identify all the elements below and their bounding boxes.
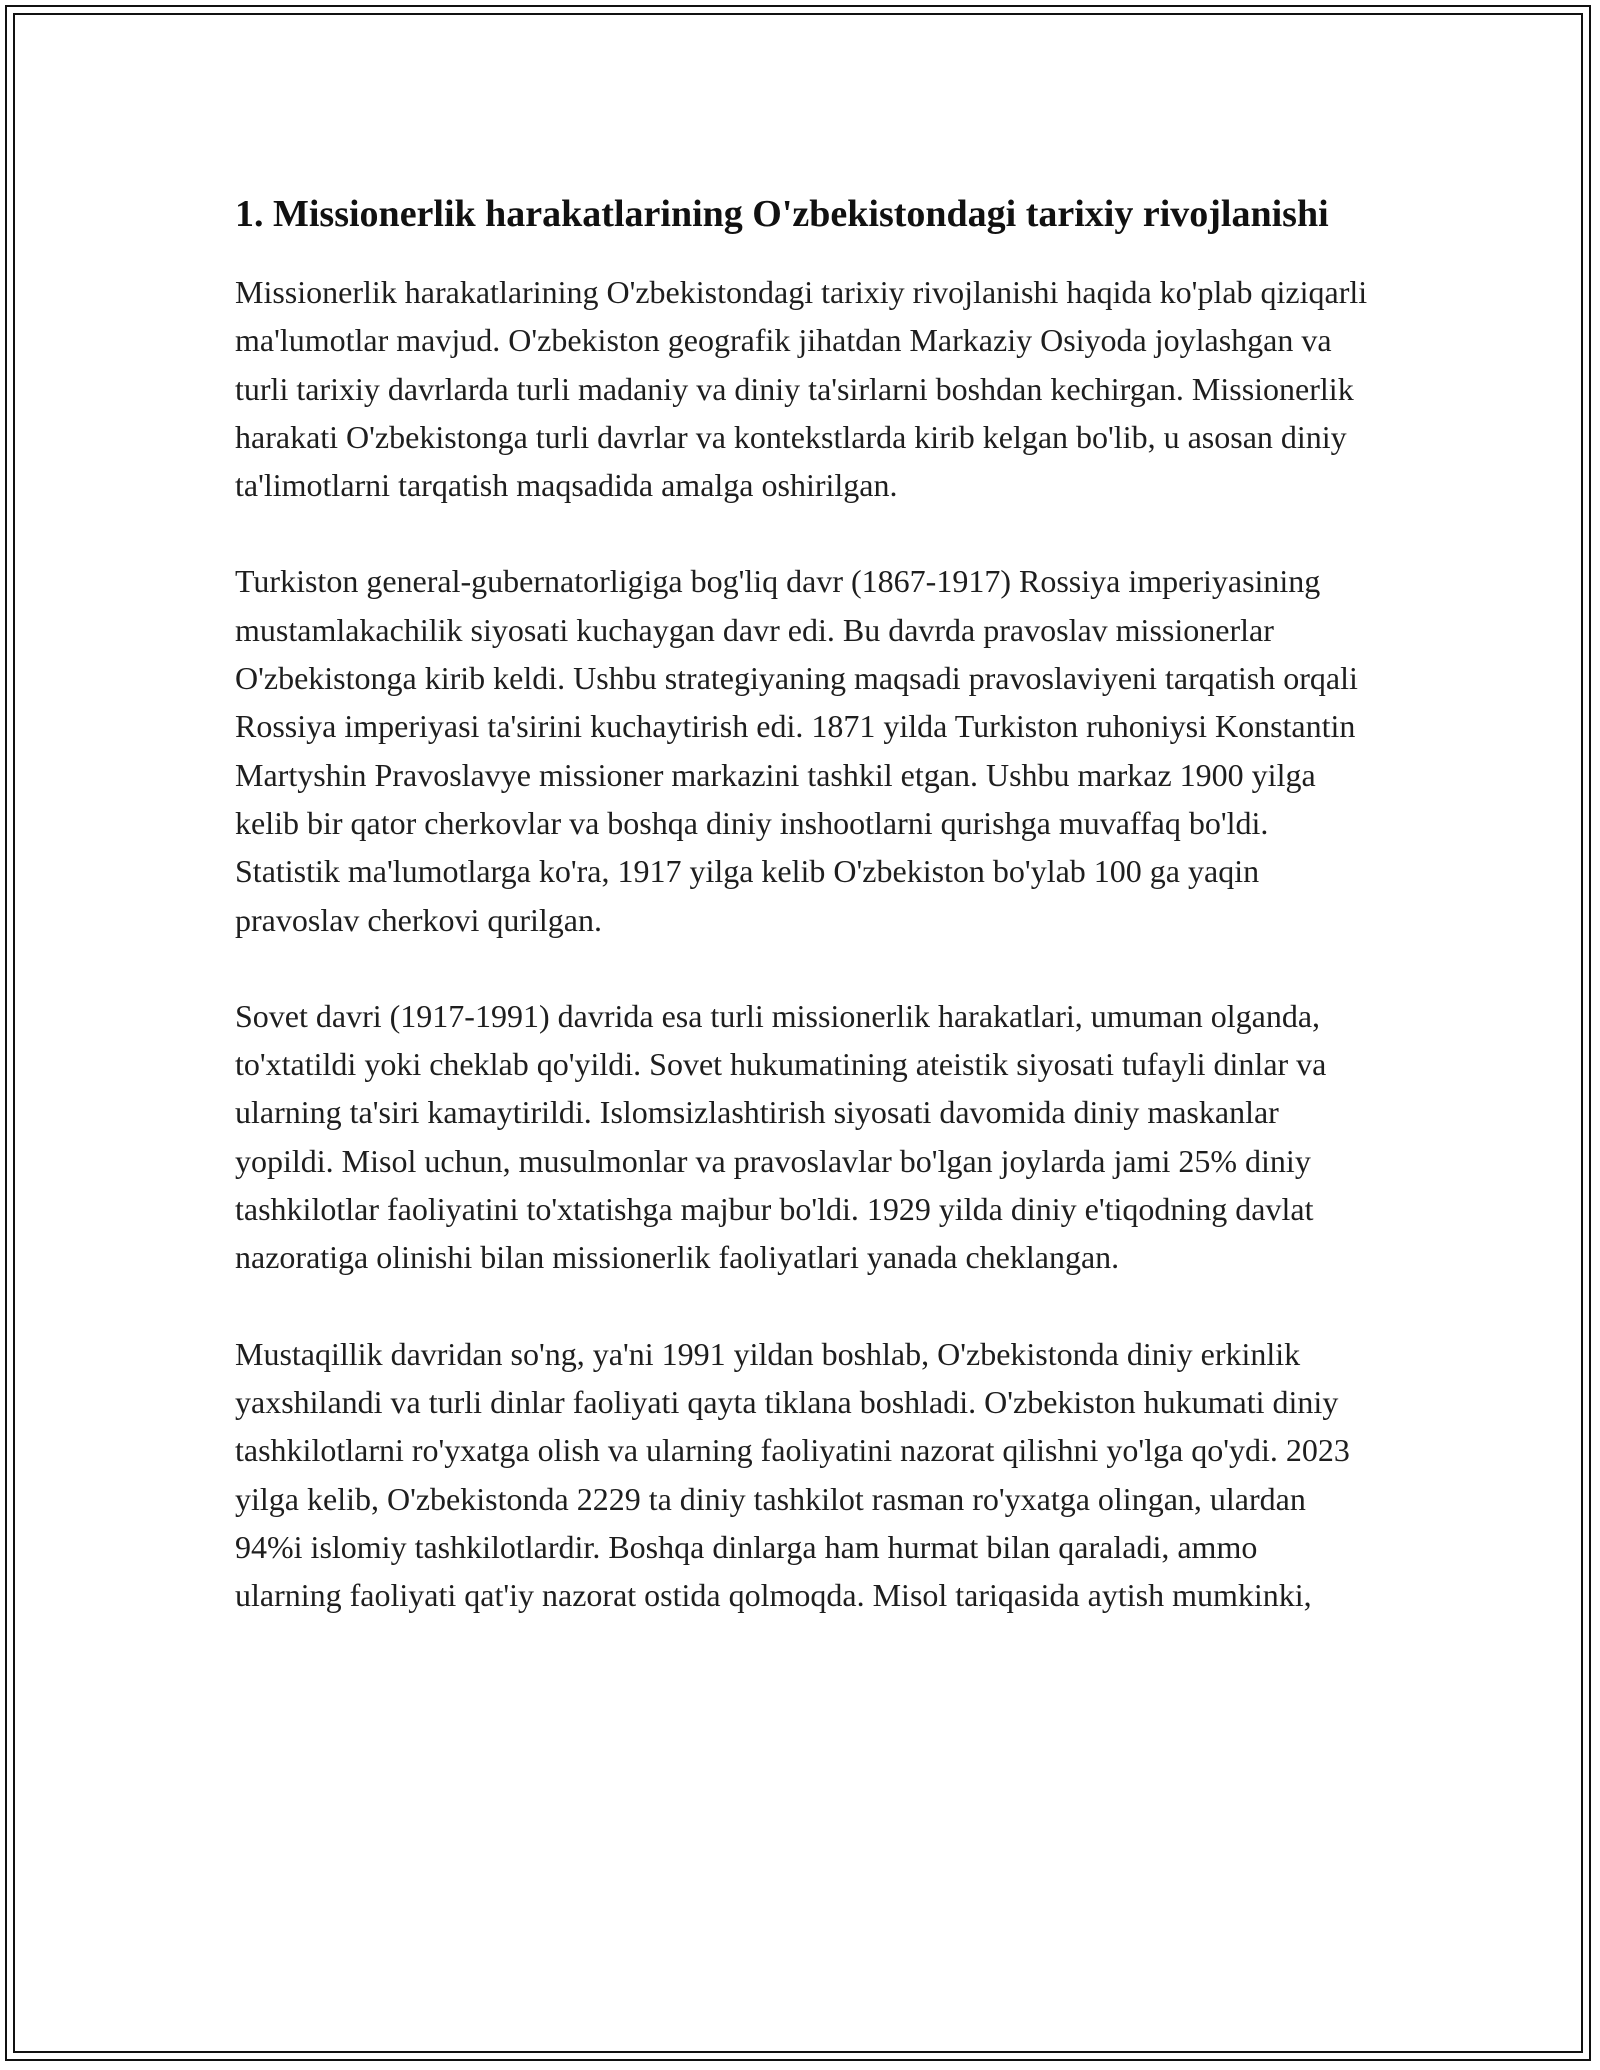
document-body — [235, 187, 1370, 1667]
paragraph-soviet-period: Sovet davri (1917-1991) davrida esa turli missionerlik harakatlari, umuman olganda, to'xtatildi yoki cheklab qo'yildi. Sovet hukumatining ateistik siyosati tufayli dinlar va ularning ta'siri kamaytirildi. Islomsizlashtirish siyosati davomida diniy maskanlar yopildi. Misol uchun, musulmonlar va pravoslavlar bo'lgan joylarda jami 25% diniy tashkilotlar faoliyatini to'xtatishga majbur bo'ldi. 1929 yilda diniy e'tiqodning davlat nazoratiga olinishi bilan missionerlik faoliyatlari yanada cheklangan. — [235, 997, 1327, 1276]
paragraph-turkestan-period: Turkiston general-gubernatorligiga bog'liq davr (1867-1917) Rossiya imperiyasining mustamlakachilik siyosati kuchaygan davr edi. Bu davrda pravoslav missionerlar O'zbekistonga kirib keldi. Ushbu strategiyaning maqsadi pravoslaviyeni tarqatish orqali Rossiya imperiyasi ta'sirini kuchaytirish edi. 1871 yilda Turkiston ruhoniysi Konstantin Martyshin Pravoslavye missioner markazini tashkil etgan. Ushbu markaz 1900 yilga kelib bir qator cherkovlar va boshqa diniy inshootlarni qurishga muvaffaq bo'ldi. Statistik ma'lumotlarga ko'ra, 1917 yilga kelib O'zbekiston bo'ylab 100 ga yaqin pravoslav cherkovi qurilgan. — [235, 563, 1358, 938]
paragraph-missionary-overview: Missionerlik harakatlarining O'zbekistondagi tarixiy rivojlanishi haqida ko'plab qiziqarli ma'lumotlar mavjud. O'zbekiston geografik jihatdan Markaziy Osiyoda joylashgan va turli tarixiy davrlarda turli madaniy va diniy ta'sirlarni boshdan kechirgan. Missionerlik harakati O'zbekistonga turli davrlar va kontekstlarda kirib kelgan bo'lib, u asosan diniy ta'limotlarni tarqatish maqsadida amalga oshirilgan. — [235, 274, 1368, 504]
section-title: 1. Missionerlik harakatlarining O'zbekistondagi tarixiy rivojlanishi — [235, 193, 1329, 235]
paragraph-independence-period: Mustaqillik davridan so'ng, ya'ni 1991 yildan boshlab, O'zbekistonda diniy erkinlik yaxshilandi va turli dinlar faoliyati qayta tiklana boshladi. O'zbekiston hukumati diniy tashkilotlarni ro'yxatga olish va ularning faoliyatini nazorat qilishni yo'lga qo'ydi. 2023 yilga kelib, O'zbekistonda 2229 ta diniy tashkilot rasman ro'yxatga olingan, ulardan 94%i islomiy tashkilotlardir. Boshqa dinlarga ham hurmat bilan qaraladi, ammo ularning faoliyati qat'iy nazorat ostida qolmoqda. Misol tariqasida aytish mumkinki, — [235, 1335, 1350, 1614]
